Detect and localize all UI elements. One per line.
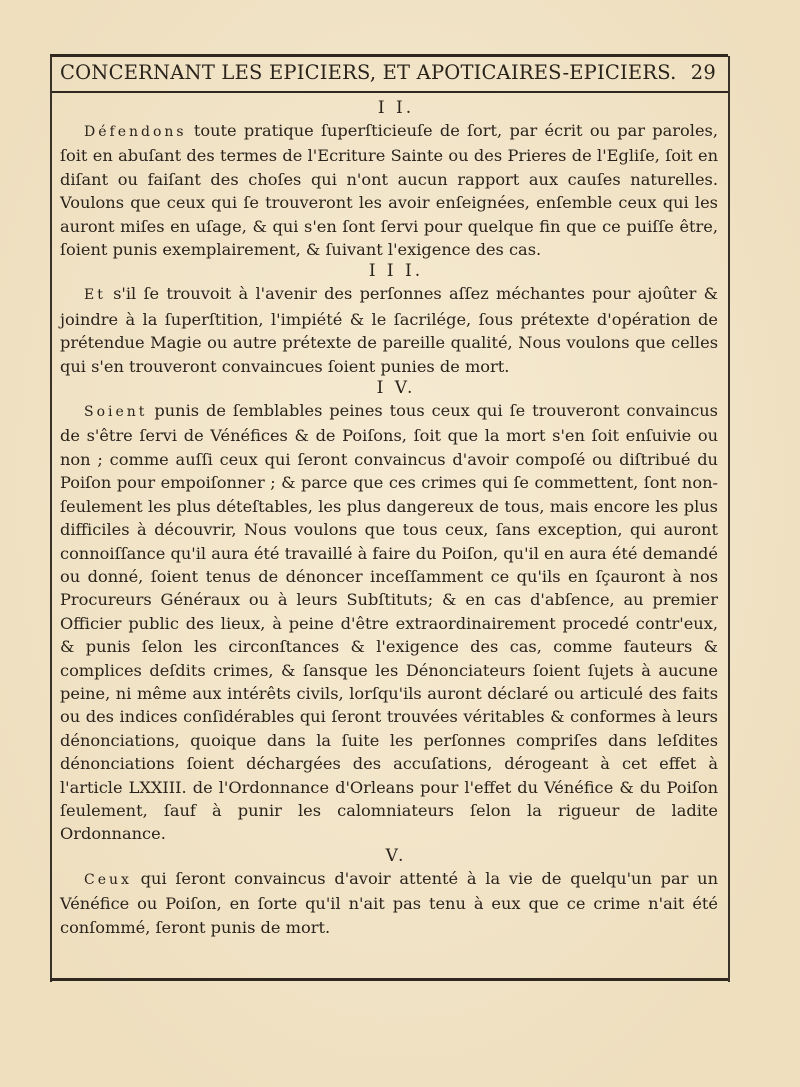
article-lead-word: Défendons: [84, 124, 187, 140]
running-title: CONCERNANT LES EPICIERS, ET APOTICAIRES-EPICIERS.: [60, 61, 677, 84]
article-paragraph: [60, 399, 718, 846]
page-number: 29: [690, 61, 716, 84]
article-text: qui ſeront convaincus d'avoir attenté à la vie de quelqu'un par un Vénéfice ou Poiſon, en ſorte qu'il n'ait pas tenu à eux que ce crime n'ait été conſommé, ſeront punis de mort.: [60, 868, 718, 937]
article-lead-word: Et: [84, 287, 106, 304]
article-text: s'il ſe trouvoit à l'avenir des perſonnes aſſez méchantes pour ajoûter & joindre à la ſuperſtition, l'impiété & le ſacrilége, ſous prétexte d'opération de prétendue Magie ou autre prétexte de pareille qualité, Nous voulons que celles qui s'en trouveront convaincues ſoient punies de mort.: [60, 284, 718, 376]
article-number: I I.: [377, 98, 415, 118]
running-header: [60, 59, 720, 89]
article-number: V.: [385, 845, 407, 866]
article-paragraph: [60, 282, 718, 378]
article-paragraph: [60, 119, 718, 261]
article-lead-word: Soient: [84, 404, 148, 421]
article-lead-word: Ceux: [84, 871, 132, 888]
article-text: toute pratique ſuperſticieuſe de ſort, par écrit ou par paroles, ſoit en abuſant des termes de l'Ecriture Sainte ou des Prieres de l'Egliſe, ſoit en diſant ou faiſant des choſes qui n'ont aucun rapport aux cauſes naturelles. Voulons que ceux qui ſe trouveront les avoir enſeignées, enſemble ceux qui les auront miſes en uſage, & qui s'en ſont ſervi pour quelque fin que ce puiſſe être, ſoient punis exemplairement, & ſuivant l'exigence des cas.: [60, 121, 718, 260]
article-text: punis de ſemblables peines tous ceux qui ſe trouveront convaincus de s'être ſervi de Vénéfices & de Poiſons, ſoit que la mort s'en ſoit enſuivie ou non ; comme auſſi ceux qui ſeront convaincus d'avoir compoſé ou diſtribué du Poiſon pour empoiſonner ; & parce que ces crimes qui ſe commettent, ſont non-ſeulement les plus déteſtables, les plus dangereux de tous, mais encore les plus difficiles à découvrir, Nous voulons que tous ceux, ſans exception, qui auront connoiſſance qu'il aura été travaillé à faire du Poiſon, qu'il en aura été demandé ou donné, ſoient tenus de dénoncer inceſſamment ce qu'ils en ſçauront à nos Procureurs Généraux ou à leurs Subſtituts; & en cas d'abſence, au premier Officier public des lieux, à peine d'être extraordinairement procedé contr'eux, & punis ſelon les circonſtances & l'exigence des cas, comme fauteurs & complices deſdits crimes, & ſansque les Dénonciateurs ſoient ſujets à aucune peine, ni même aux intérêts civils, lorſqu'ils auront déclaré ou articulé des faits ou des indices conſidérables qui ſeront trouvées véritables & conformes à leurs dénonciations, quoique dans la ſuite les perſonnes compriſes dans leſdites dénonciations ſoient déchargées des accuſations, dérogeant à cet effet à l'article LXXIII. de l'Ordonnance d'Orleans pour l'effet du Vénéfice & du Poiſon ſeulement, ſauf à punir les calomniateurs ſelon la rigueur de ladite Ordonnance.: [60, 401, 718, 844]
article-number: I I I.: [368, 261, 424, 282]
document-body: [60, 98, 718, 939]
article-paragraph: [60, 867, 718, 939]
article-number: I V.: [376, 378, 416, 399]
footer-rule: [50, 978, 728, 981]
